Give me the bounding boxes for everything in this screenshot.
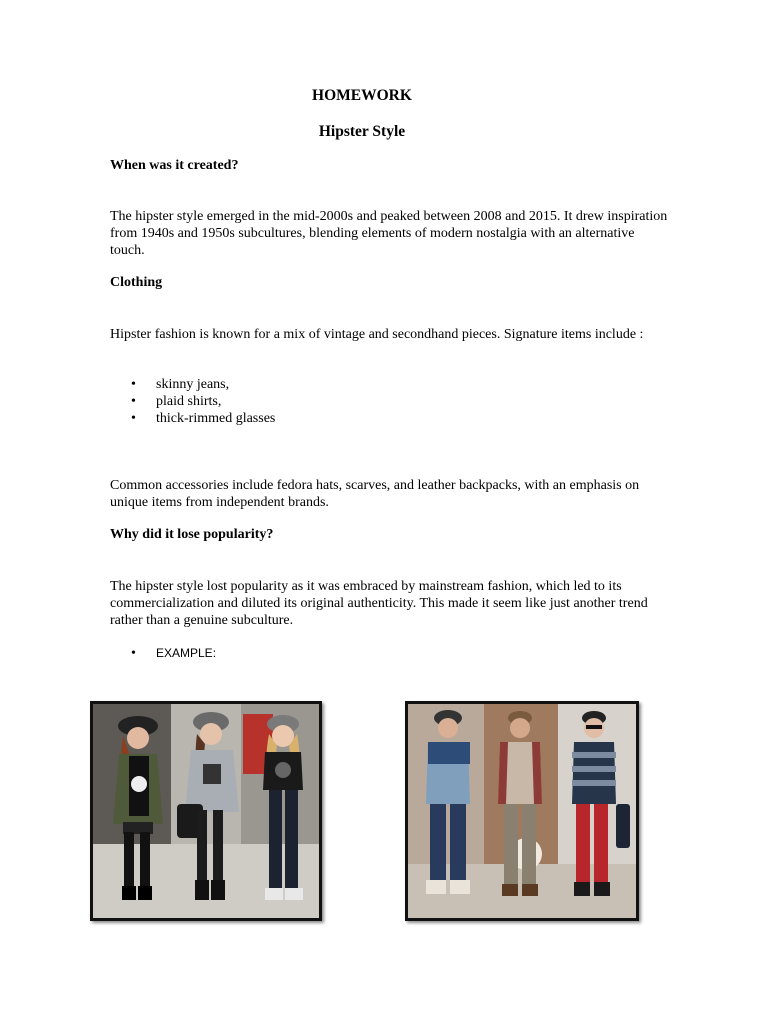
section-heading-clothing: Clothing bbox=[110, 275, 163, 290]
section-heading-created: When was it created? bbox=[110, 158, 239, 173]
paragraph-popularity: The hipster style lost popularity as it was embraced by mainstream fashion, which led to its commercialization and diluted its original authenticity. This made it seem like just another trend rather than a genuine subculture. bbox=[110, 579, 648, 628]
list-item bbox=[110, 393, 275, 410]
list-item bbox=[110, 645, 216, 662]
list-item-text: skinny jeans, bbox=[156, 377, 230, 392]
paragraph-created: The hipster style emerged in the mid-2000s and peaked between 2008 and 2015. It drew inspiration from 1940s and 1950s subcultures, blending elements of modern nostalgia with an alternative touch. bbox=[110, 209, 668, 258]
bullet-icon: • bbox=[131, 646, 136, 661]
section-heading-popularity: Why did it lose popularity? bbox=[110, 527, 274, 542]
example-label: EXAMPLE: bbox=[156, 646, 217, 660]
list-item-text: thick-rimmed glasses bbox=[156, 411, 276, 426]
bullet-icon: • bbox=[131, 377, 136, 392]
bullet-icon: • bbox=[131, 411, 136, 426]
list-item bbox=[110, 376, 275, 393]
photo-women-illustration bbox=[93, 704, 319, 918]
document-subtitle: Hipster Style bbox=[318, 123, 406, 140]
bullet-icon: • bbox=[131, 394, 136, 409]
list-item bbox=[110, 410, 275, 427]
paragraph-accessories: Common accessories include fedora hats, scarves, and leather backpacks, with an emphasis on unique items from independent brands. bbox=[110, 478, 640, 510]
example-list bbox=[110, 645, 216, 662]
document-title: HOMEWORK bbox=[312, 87, 412, 104]
example-photo-women bbox=[90, 701, 322, 921]
clothing-items-list bbox=[110, 376, 275, 427]
list-item-text: plaid shirts, bbox=[156, 394, 222, 409]
photo-men-illustration bbox=[408, 704, 636, 918]
example-photo-men bbox=[405, 701, 639, 921]
paragraph-clothing: Hipster fashion is known for a mix of vintage and secondhand pieces. Signature items include : bbox=[110, 327, 644, 342]
